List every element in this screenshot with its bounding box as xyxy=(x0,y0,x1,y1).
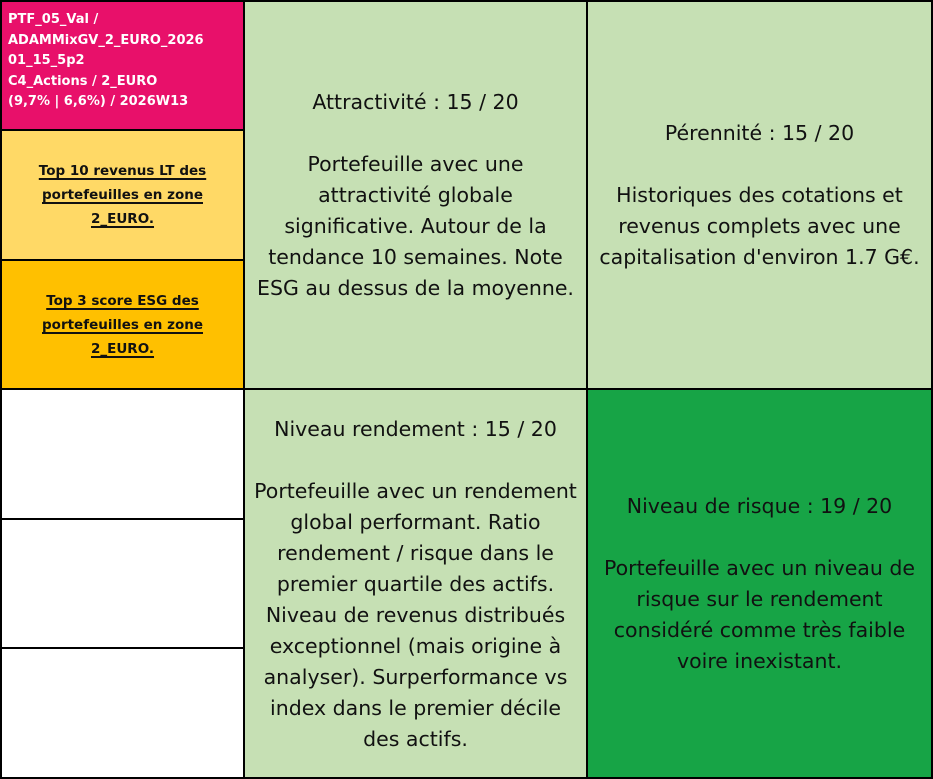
perennite-description: Historiques des cotations et revenus complets avec une capitalisation d'environ 1.7 G€. xyxy=(599,182,920,269)
empty-cell xyxy=(0,518,245,649)
portfolio-line: 01_15_5p2 xyxy=(8,53,85,68)
attractivite-title: Attractivité : 15 / 20 xyxy=(312,89,519,114)
attractivite-panel xyxy=(243,0,588,390)
perennite-title: Pérennité : 15 / 20 xyxy=(664,120,855,145)
top3-esg-cell xyxy=(0,259,245,390)
top3-esg-link[interactable]: Top 3 score ESG des portefeuilles en zone 2_EURO. xyxy=(42,292,203,357)
rendement-panel xyxy=(243,388,588,779)
empty-cell xyxy=(0,388,245,520)
rendement-title: Niveau rendement : 15 / 20 xyxy=(274,417,557,441)
portfolio-line: ADAMMixGV_2_EURO_2026 xyxy=(8,32,204,48)
portfolio-line: PTF_05_Val / xyxy=(8,12,99,27)
empty-cell xyxy=(0,647,245,779)
portfolio-line: (9,7% | 6,6%) / 2026W13 xyxy=(8,94,189,109)
portfolio-line: C4_Actions / 2_EURO xyxy=(8,73,158,89)
portfolio-header xyxy=(0,0,245,131)
rendement-description: Portefeuille avec un rendement global performant. Ratio rendement / risque dans le premier quartile des actifs. Niveau de revenus distribués exceptionnel (mais origine à analyser). Surperformance vs index dans le premier décile des actifs. xyxy=(254,479,577,751)
perennite-panel xyxy=(586,0,933,390)
attractivite-description: Portefeuille avec une attractivité globale significative. Autour de la tendance 10 semaines. Note ESG au dessus de la moyenne. xyxy=(257,151,574,300)
top10-revenus-cell xyxy=(0,129,245,261)
top10-revenus-link[interactable]: Top 10 revenus LT des portefeuilles en zone 2_EURO. xyxy=(38,163,207,227)
risque-description: Portefeuille avec un niveau de risque sur le rendement considéré comme très faible voire inexistant. xyxy=(603,555,915,673)
risque-panel xyxy=(586,388,933,779)
risque-title: Niveau de risque : 19 / 20 xyxy=(626,493,893,518)
